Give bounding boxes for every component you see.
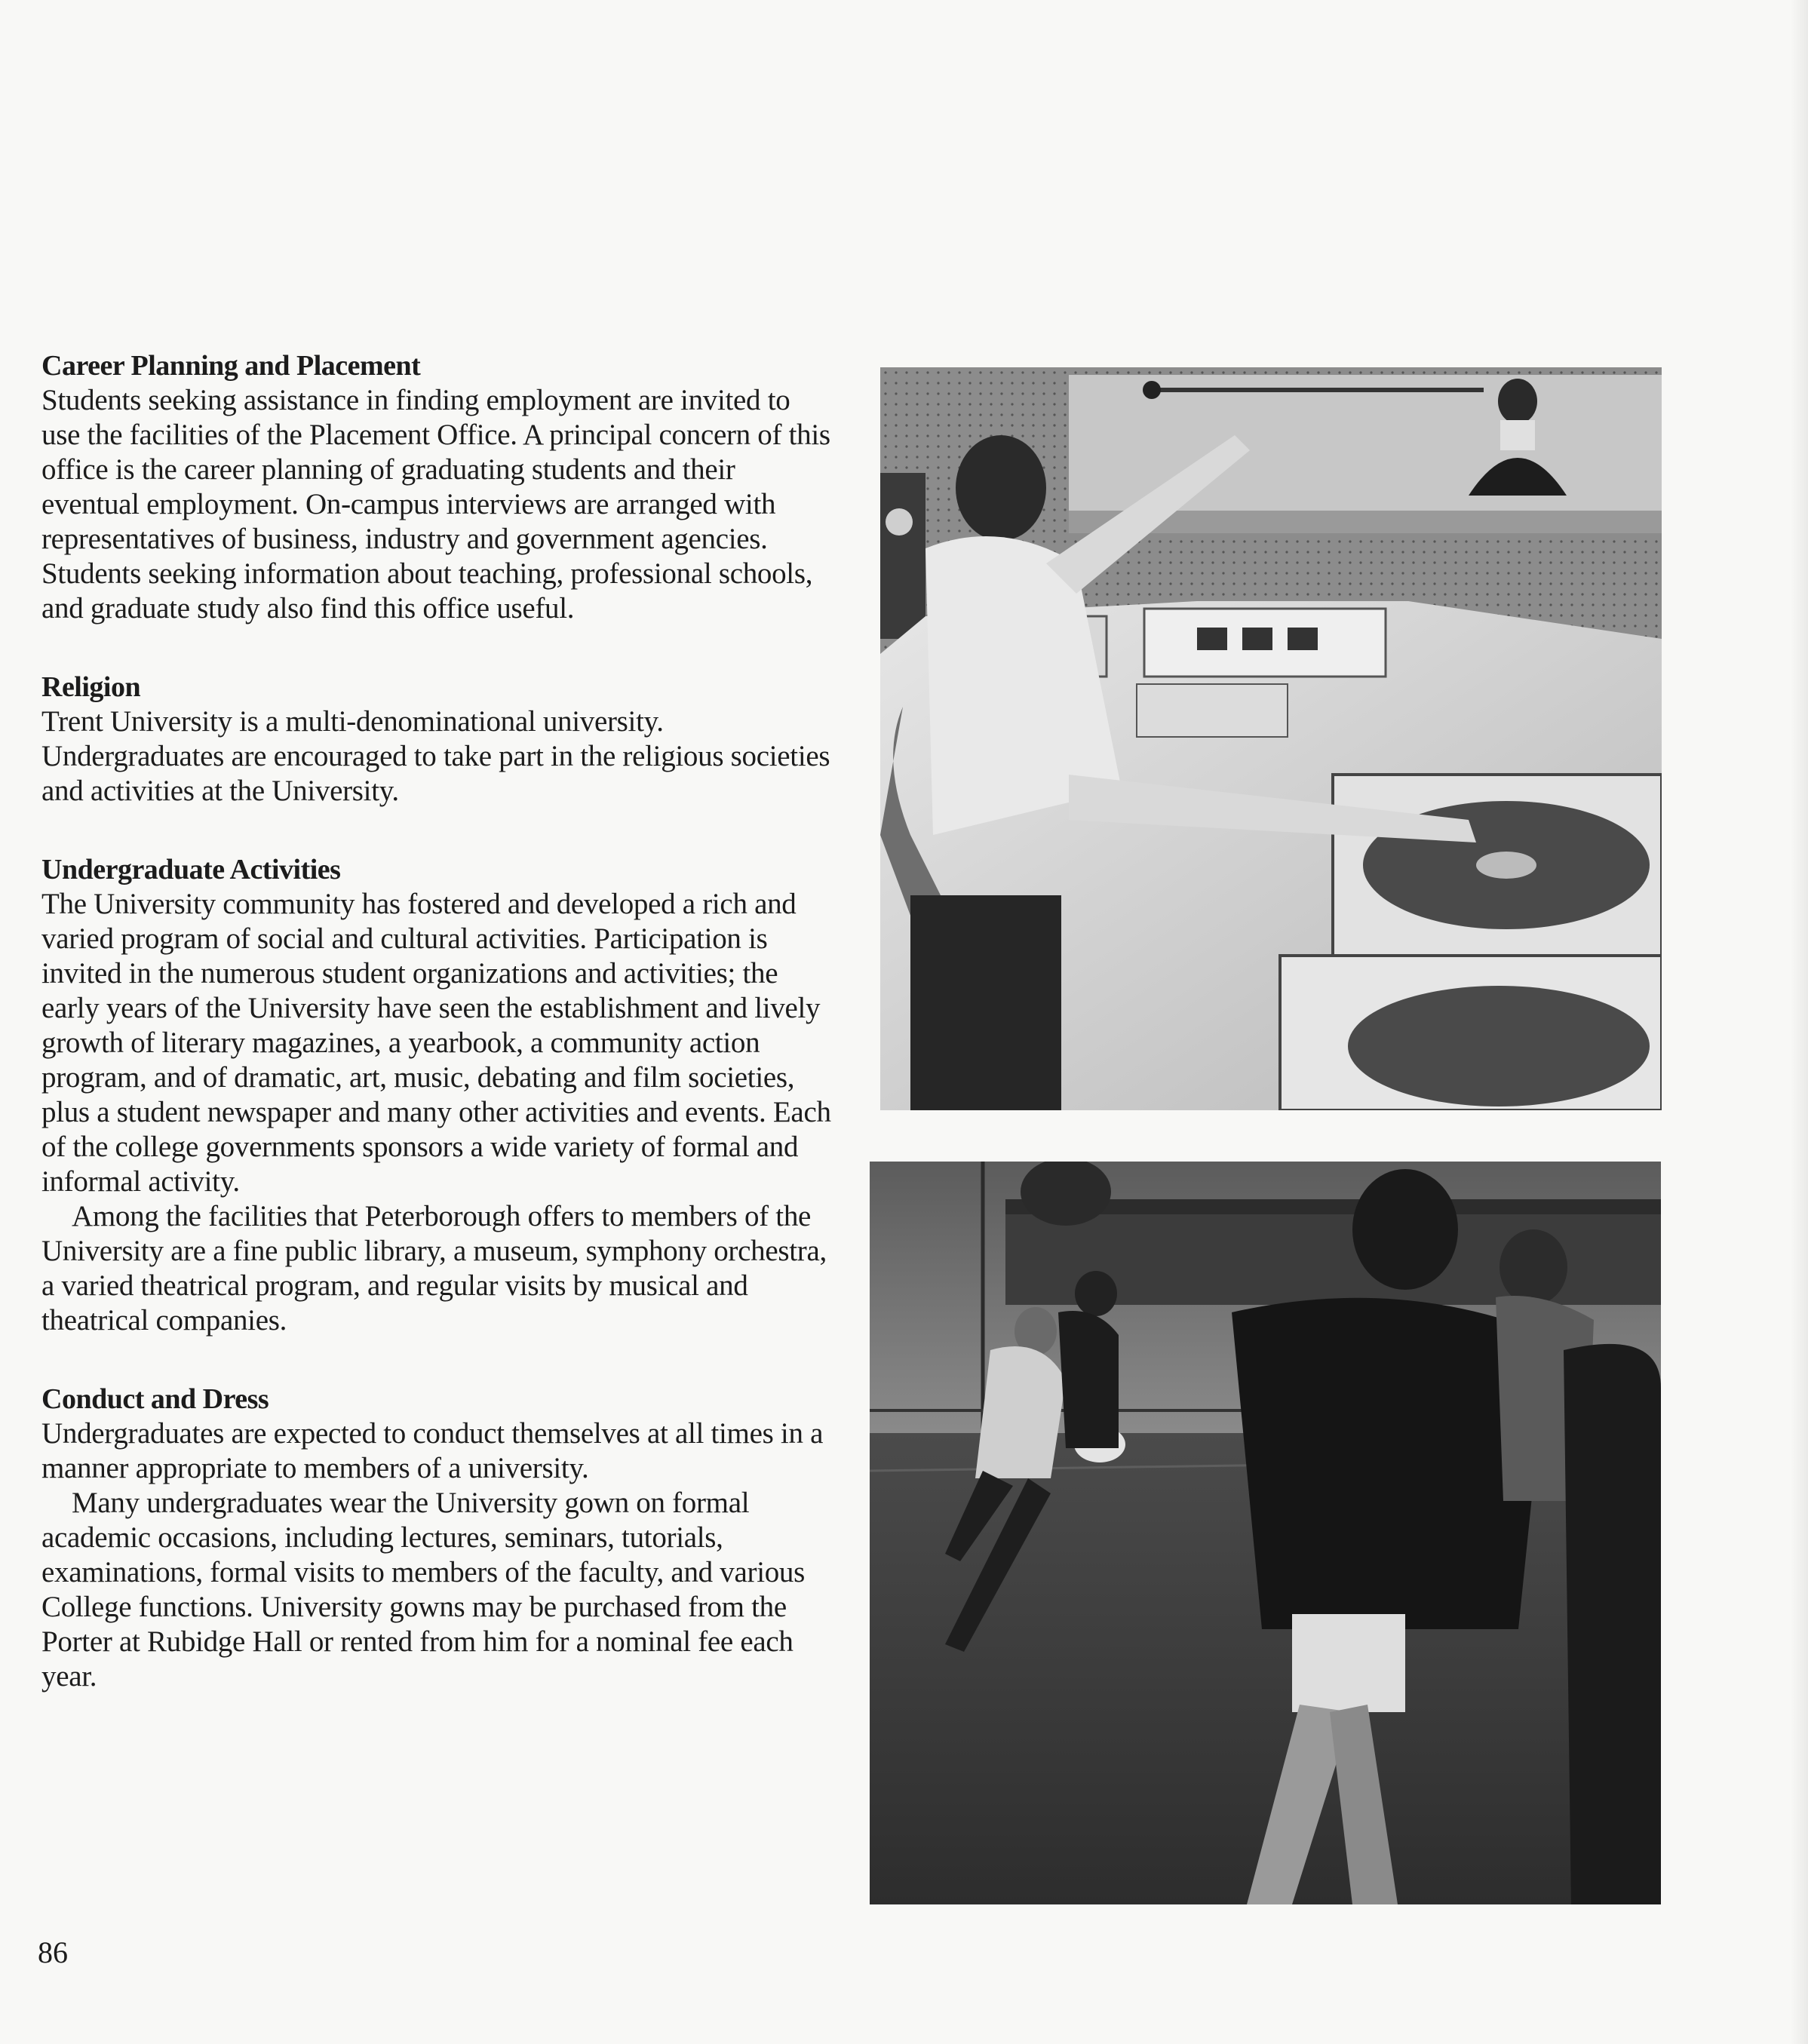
radio-studio-photo-illustration xyxy=(880,367,1662,1110)
section-paragraph: Students seeking assistance in finding employment are invited to use the facilities of the Placement Office. A principal concern of this office is the career planning of graduating students and their eventual employment. On-campus interviews are arranged with representatives of business, industry and government agencies. Students seeking information about teaching, professional schools, and graduate study also find this office useful. xyxy=(41,384,830,625)
section-career-planning xyxy=(41,348,833,626)
section-paragraph: Among the facilities that Peterborough offers to members of the University are a fine public library, a museum, symphony orchestra, a varied theatrical program, and regular visits by musical and theatrical companies. xyxy=(41,1200,827,1337)
rugby-game-photo xyxy=(870,1162,1661,1904)
section-heading: Career Planning and Placement xyxy=(41,350,421,382)
radio-studio-photo xyxy=(880,367,1662,1110)
section-paragraph: Many undergraduates wear the University gown on formal academic occasions, including lectures, seminars, tutorials, examinations, formal visits to members of the faculty, and various College functions. University gowns may be purchased from the Porter at Rubidge Hall or rented from him for a nominal fee each year. xyxy=(41,1487,806,1693)
section-undergraduate-activities xyxy=(41,852,833,1338)
page-edge-shadow xyxy=(1790,0,1808,2044)
page-number: 86 xyxy=(38,1935,68,1969)
section-paragraph: Trent University is a multi-denominational university. Undergraduates are encouraged to take part in the religious societies and activities at the University. xyxy=(41,705,830,807)
section-heading: Undergraduate Activities xyxy=(41,854,341,885)
section-paragraph: The University community has fostered and developed a rich and varied program of social and cultural activities. Participation is invited in the numerous student organizations and activities; the early years of the University have seen the establishment and lively growth of literary magazines, a yearbook, a community action program, and of dramatic, art, music, debating and film societies, plus a student newspaper and many other activities and events. Each of the college governments sponsors a wide variety of formal and informal activity. xyxy=(41,888,831,1198)
text-column xyxy=(41,348,833,1738)
rugby-game-photo-illustration xyxy=(870,1162,1661,1904)
section-heading: Religion xyxy=(41,671,141,703)
section-heading: Conduct and Dress xyxy=(41,1383,269,1415)
section-conduct-and-dress xyxy=(41,1382,833,1694)
section-paragraph: Undergraduates are expected to conduct themselves at all times in a manner appropriate to members of a university. xyxy=(41,1417,824,1484)
section-religion xyxy=(41,670,833,809)
